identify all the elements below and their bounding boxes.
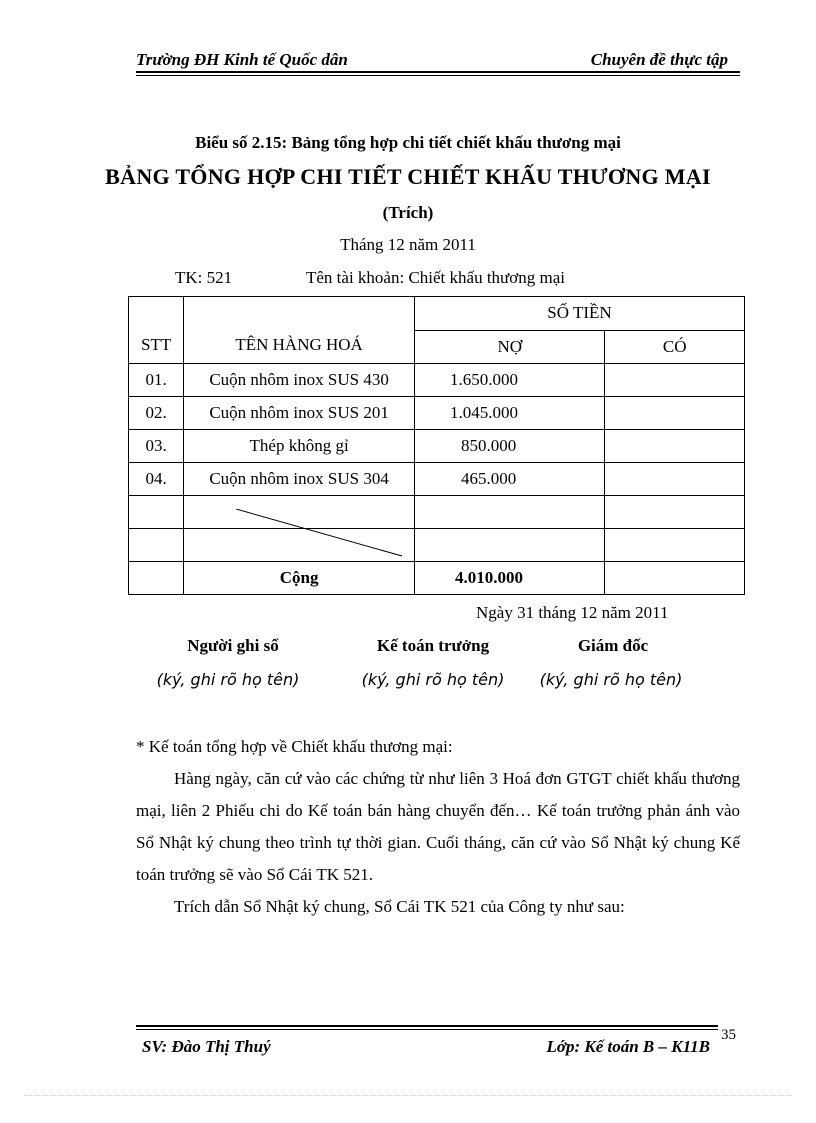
empty-cell: [415, 496, 605, 529]
row-stt: 02.: [129, 397, 184, 430]
signature-director-note: (ký, ghi rõ họ tên): [539, 670, 683, 689]
row-stt: 01.: [129, 364, 184, 397]
row-stt: 04.: [129, 463, 184, 496]
section-heading: * Kế toán tổng hợp về Chiết khấu thương mại:: [136, 737, 453, 756]
row-no: 1.650.000: [415, 364, 605, 397]
header-name: [184, 297, 415, 364]
header-amount-group: SỐ TIỀN: [415, 297, 745, 331]
header-stt: [129, 297, 184, 364]
page-edge: [24, 1095, 792, 1096]
header-stt-label: STT: [140, 335, 172, 354]
total-label: Cộng: [184, 562, 415, 595]
signature-recorder-title: Người ghi sổ: [187, 636, 279, 655]
empty-cell: [415, 529, 605, 562]
header-co: CÓ: [605, 330, 745, 364]
table-row: [129, 463, 745, 496]
row-co: [605, 463, 745, 496]
date-line: Ngày 31 tháng 12 năm 2011: [476, 603, 669, 622]
row-co: [605, 397, 745, 430]
total-stt: [129, 562, 184, 595]
footer-rule: [136, 1025, 718, 1027]
row-stt: 03.: [129, 430, 184, 463]
page-header: [136, 50, 736, 72]
row-name: Thép không gỉ: [184, 430, 415, 463]
document-title: BẢNG TỔNG HỢP CHI TIẾT CHIẾT KHẤU THƯƠNG MẠI: [105, 164, 711, 189]
table-row: [129, 430, 745, 463]
table-row-empty: [129, 496, 745, 529]
footer-class: Lớp: Kế toán B – K11B: [546, 1037, 710, 1056]
empty-cell: [129, 496, 184, 529]
body-paragraph: Hàng ngày, căn cứ vào các chứng từ như liên 3 Hoá đơn GTGT chiết khấu thương mại, liên 2 Phiếu chi do Kế toán bán hàng chuyển đến… Kế toán trưởng phản ánh vào Sổ Nhật ký chung theo trình tự thời gian. Cuối tháng, căn cứ vào Sổ Nhật ký chung Kế toán trưởng sẽ vào Sổ Cái TK 521.: [136, 769, 740, 884]
header-name-label: TÊN HÀNG HOÁ: [235, 335, 363, 354]
table-header-row: [129, 297, 745, 331]
row-no: 465.000: [415, 463, 605, 496]
table-row: [129, 364, 745, 397]
period: Tháng 12 năm 2011: [340, 235, 476, 254]
header-rule-thin: [136, 75, 740, 76]
account-code: TK: 521: [175, 268, 233, 287]
empty-cell: [605, 496, 745, 529]
signature-recorder-note: (ký, ghi rõ họ tên): [156, 670, 300, 689]
signature-chief-accountant-title: Kế toán trưởng: [376, 636, 490, 655]
page-footer: [136, 1037, 718, 1059]
header-no: NỢ: [415, 330, 605, 364]
footer-rule-thin: [136, 1029, 718, 1030]
body-paragraph: Trích dẫn Sổ Nhật ký chung, Sổ Cái TK 521 của Công ty như sau:: [174, 897, 625, 916]
ledger-table: [128, 296, 745, 595]
header-school: Trường ĐH Kinh tế Quốc dân: [136, 50, 348, 69]
table-row-empty: [129, 529, 745, 562]
signature-chief-accountant-note: (ký, ghi rõ họ tên): [361, 670, 505, 689]
total-no: 4.010.000: [415, 562, 605, 595]
row-co: [605, 430, 745, 463]
table-caption: Biểu số 2.15: Bảng tổng hợp chi tiết chiết khấu thương mại: [195, 133, 621, 152]
page-number: 35: [721, 1027, 736, 1043]
document-subtitle: (Trích): [382, 203, 434, 222]
row-no: 1.045.000: [415, 397, 605, 430]
header-rule: [136, 71, 740, 73]
total-co: [605, 562, 745, 595]
total-row: [129, 562, 745, 595]
empty-cell: [605, 529, 745, 562]
strike-line: [236, 509, 406, 557]
table-row: [129, 397, 745, 430]
header-topic: Chuyên đề thực tập: [590, 50, 728, 69]
signature-director-title: Giám đốc: [577, 636, 649, 655]
footer-student: SV: Đào Thị Thuý: [142, 1037, 271, 1056]
account-name: Tên tài khoản: Chiết khấu thương mại: [306, 268, 565, 287]
row-no: 850.000: [415, 430, 605, 463]
row-co: [605, 364, 745, 397]
empty-cell: [129, 529, 184, 562]
row-name: Cuộn nhôm inox SUS 304: [184, 463, 415, 496]
row-name: Cuộn nhôm inox SUS 430: [184, 364, 415, 397]
row-name: Cuộn nhôm inox SUS 201: [184, 397, 415, 430]
